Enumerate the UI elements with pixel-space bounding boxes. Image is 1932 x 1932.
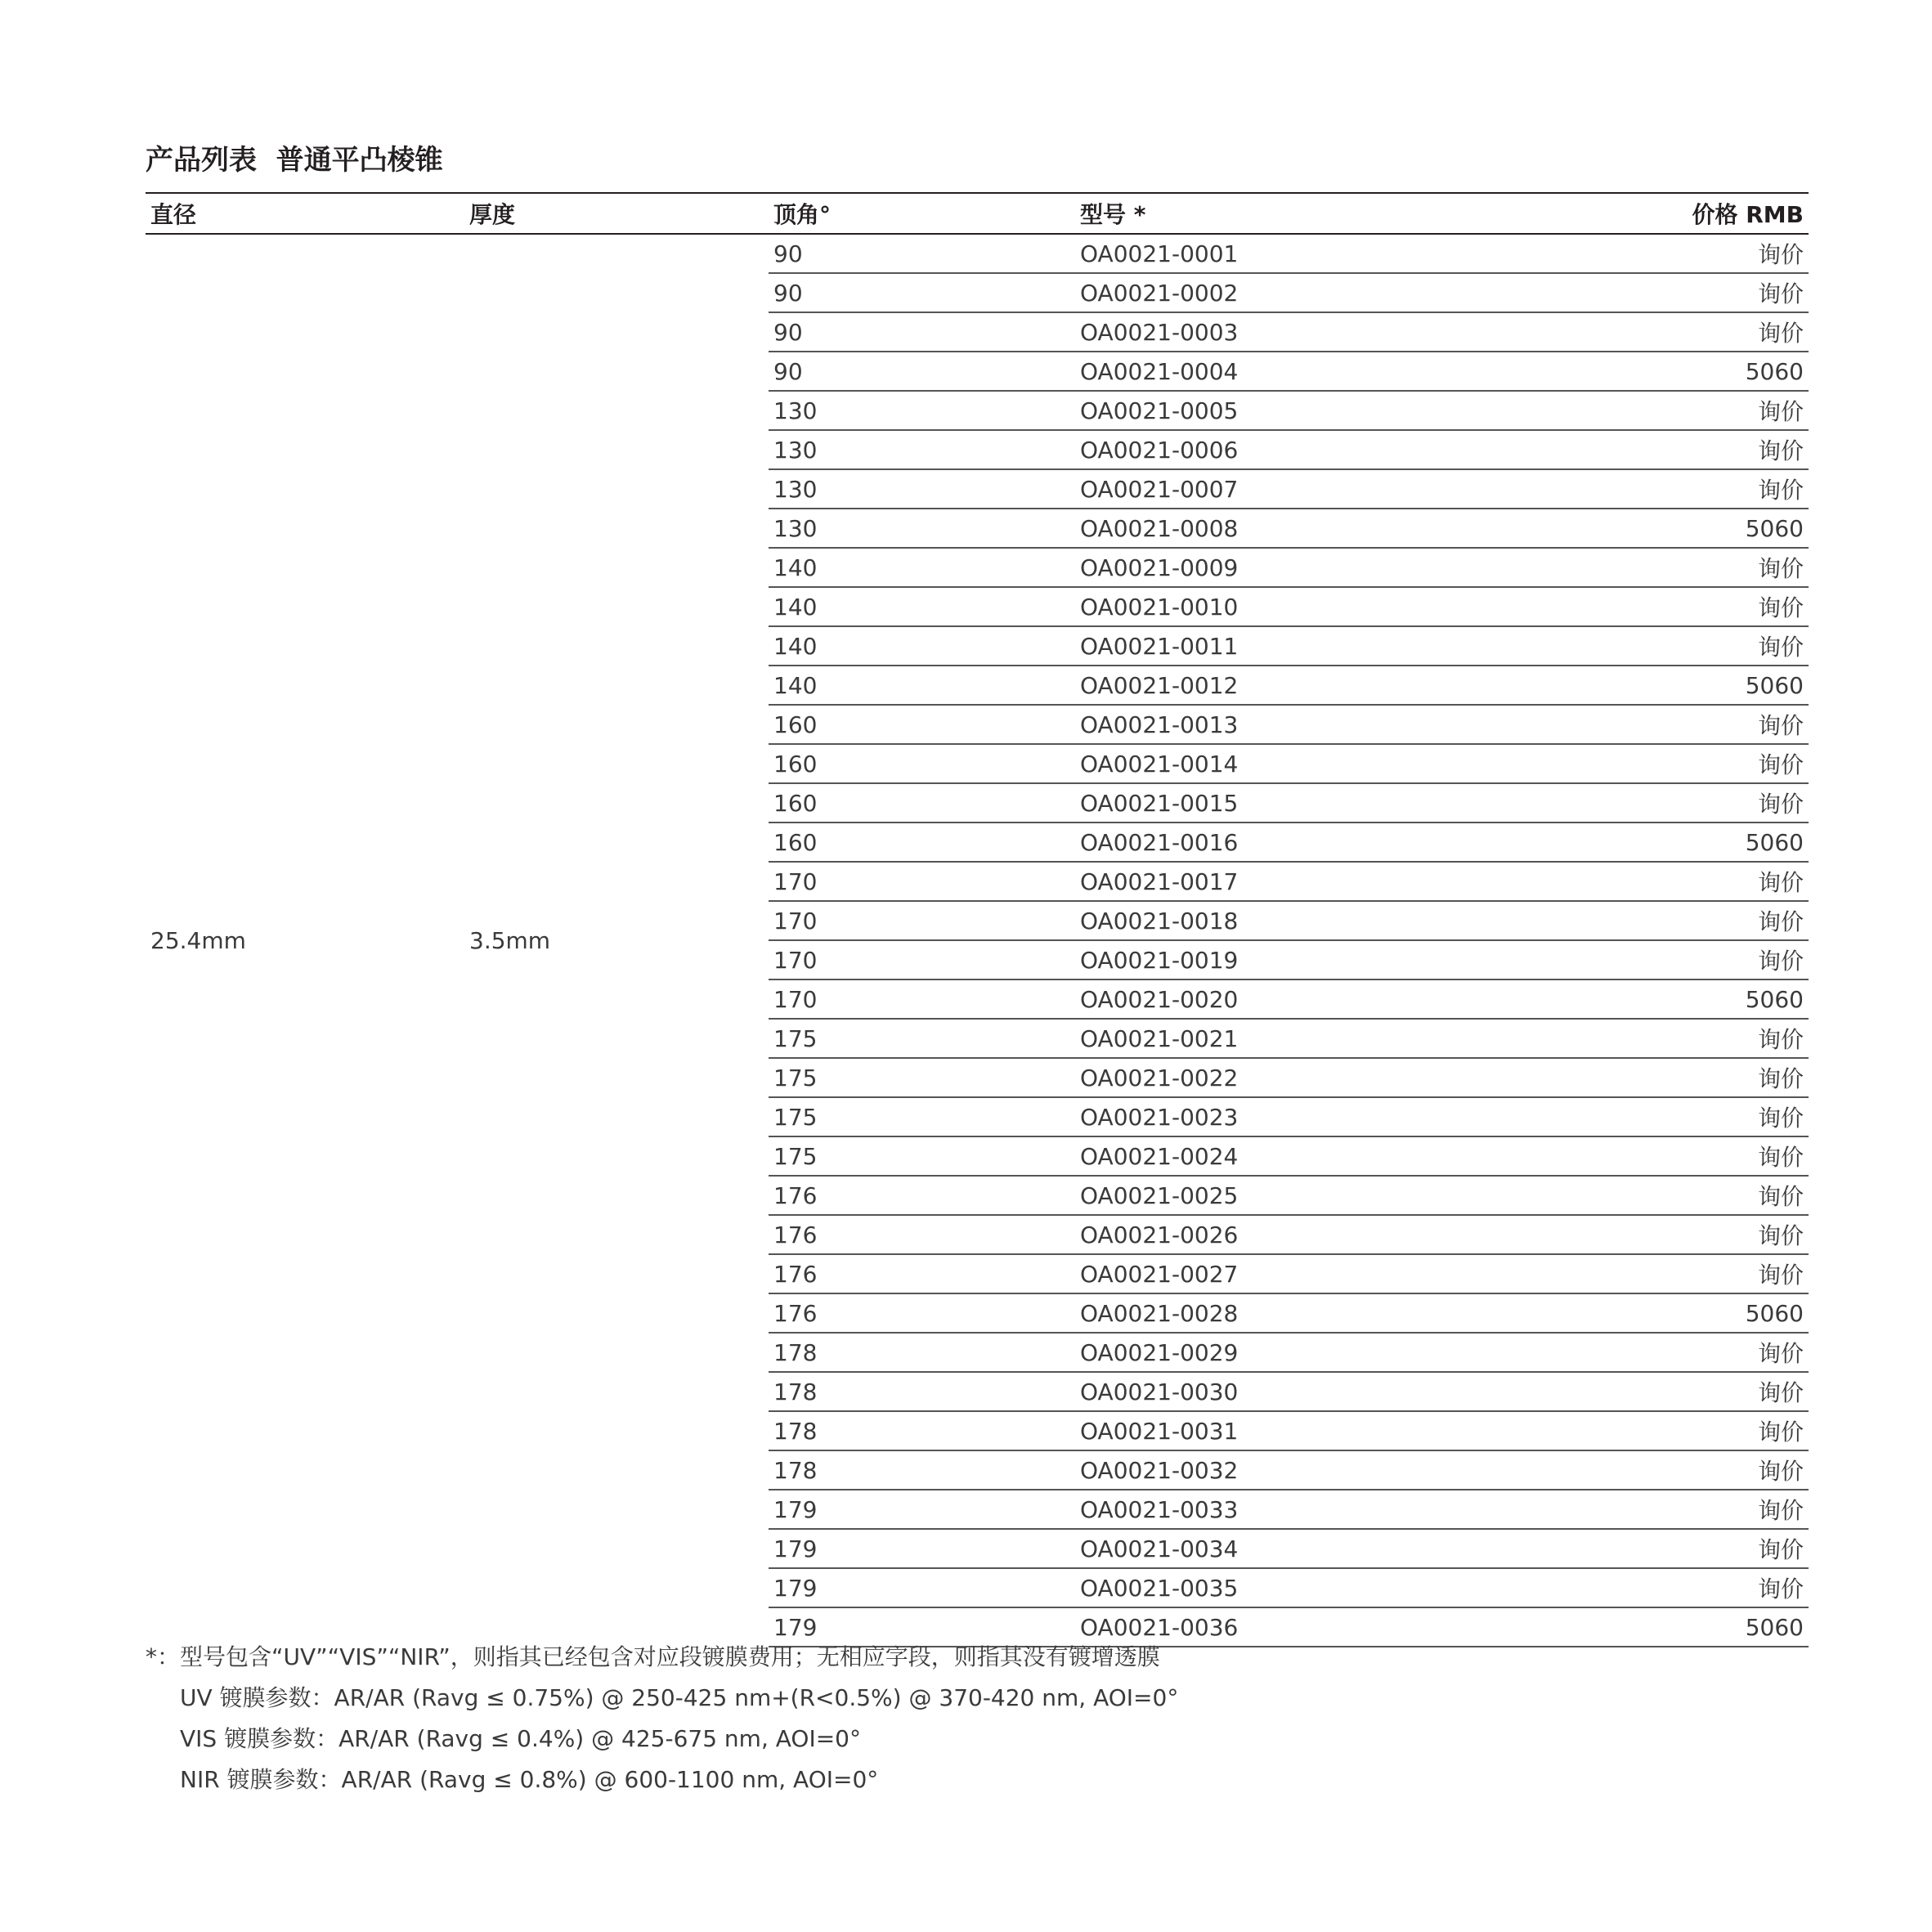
model-cell: OA0021-0035 [1075,1568,1459,1607]
price-cell: 询价 [1459,1529,1809,1568]
apex-angle-cell: 179 [769,1607,1075,1647]
model-cell: OA0021-0029 [1075,1333,1459,1372]
model-cell: OA0021-0034 [1075,1529,1459,1568]
apex-angle-cell: 175 [769,1019,1075,1058]
price-cell: 询价 [1459,940,1809,979]
model-cell: OA0021-0018 [1075,901,1459,940]
price-cell: 5060 [1459,352,1809,391]
price-cell: 询价 [1459,1372,1809,1411]
apex-angle-cell: 140 [769,666,1075,705]
model-cell: OA0021-0003 [1075,312,1459,352]
price-cell: 5060 [1459,666,1809,705]
apex-angle-cell: 130 [769,509,1075,548]
table-body [146,234,1809,1647]
price-cell: 询价 [1459,1176,1809,1215]
table-header-row [146,193,1809,234]
model-cell: OA0021-0032 [1075,1450,1459,1490]
model-cell: OA0021-0004 [1075,352,1459,391]
model-cell: OA0021-0022 [1075,1058,1459,1097]
model-cell: OA0021-0013 [1075,705,1459,744]
model-cell: OA0021-0010 [1075,587,1459,626]
header-diameter: 直径 [146,193,464,234]
apex-angle-cell: 176 [769,1215,1075,1254]
apex-angle-cell: 140 [769,626,1075,666]
price-cell: 询价 [1459,430,1809,469]
model-cell: OA0021-0014 [1075,744,1459,783]
model-cell: OA0021-0028 [1075,1293,1459,1333]
product-table [146,192,1809,1647]
price-cell: 询价 [1459,469,1809,509]
model-cell: OA0021-0009 [1075,548,1459,587]
vis-coating-note: VIS 镀膜参数：AR/AR (Ravg ≤ 0.4%) @ 425-675 nm, AOI=0° [180,1725,861,1752]
apex-angle-cell: 170 [769,979,1075,1019]
header-model: 型号 * [1075,193,1459,234]
price-cell: 询价 [1459,1215,1809,1254]
model-cell: OA0021-0016 [1075,823,1459,862]
model-cell: OA0021-0007 [1075,469,1459,509]
model-cell: OA0021-0012 [1075,666,1459,705]
model-cell: OA0021-0006 [1075,430,1459,469]
header-thickness: 厚度 [464,193,769,234]
model-cell: OA0021-0027 [1075,1254,1459,1293]
apex-angle-cell: 175 [769,1097,1075,1136]
price-cell: 5060 [1459,823,1809,862]
nir-coating-note: NIR 镀膜参数：AR/AR (Ravg ≤ 0.8%) @ 600-1100 nm, AOI=0° [180,1766,879,1793]
apex-angle-cell: 170 [769,862,1075,901]
price-cell: 询价 [1459,862,1809,901]
apex-angle-cell: 160 [769,705,1075,744]
model-cell: OA0021-0002 [1075,273,1459,312]
model-cell: OA0021-0024 [1075,1136,1459,1176]
price-cell: 询价 [1459,234,1809,273]
apex-angle-cell: 178 [769,1411,1075,1450]
price-cell: 询价 [1459,548,1809,587]
apex-angle-cell: 90 [769,234,1075,273]
price-cell: 询价 [1459,312,1809,352]
model-cell: OA0021-0033 [1075,1490,1459,1529]
apex-angle-cell: 90 [769,273,1075,312]
apex-angle-cell: 130 [769,469,1075,509]
price-cell: 询价 [1459,626,1809,666]
price-cell: 5060 [1459,1607,1809,1647]
price-cell: 询价 [1459,744,1809,783]
price-cell: 询价 [1459,1411,1809,1450]
model-cell: OA0021-0001 [1075,234,1459,273]
model-cell: OA0021-0019 [1075,940,1459,979]
price-cell: 询价 [1459,1019,1809,1058]
price-cell: 询价 [1459,901,1809,940]
model-cell: OA0021-0023 [1075,1097,1459,1136]
apex-angle-cell: 160 [769,823,1075,862]
notes-section [146,1637,1178,1800]
price-cell: 询价 [1459,1490,1809,1529]
model-cell: OA0021-0011 [1075,626,1459,666]
apex-angle-cell: 130 [769,430,1075,469]
price-cell: 询价 [1459,783,1809,823]
price-cell: 询价 [1459,587,1809,626]
price-cell: 询价 [1459,1097,1809,1136]
model-cell: OA0021-0026 [1075,1215,1459,1254]
price-cell: 5060 [1459,1293,1809,1333]
model-cell: OA0021-0017 [1075,862,1459,901]
apex-angle-cell: 140 [769,548,1075,587]
apex-angle-cell: 140 [769,587,1075,626]
apex-angle-cell: 170 [769,940,1075,979]
price-cell: 询价 [1459,1333,1809,1372]
diameter-cell: 25.4mm [150,927,246,954]
price-cell: 询价 [1459,705,1809,744]
apex-angle-cell: 175 [769,1058,1075,1097]
model-cell: OA0021-0021 [1075,1019,1459,1058]
price-cell: 询价 [1459,1136,1809,1176]
price-cell: 询价 [1459,1568,1809,1607]
apex-angle-cell: 178 [769,1333,1075,1372]
model-cell: OA0021-0008 [1075,509,1459,548]
model-cell: OA0021-0015 [1075,783,1459,823]
model-cell: OA0021-0031 [1075,1411,1459,1450]
apex-angle-cell: 90 [769,312,1075,352]
header-apex-angle: 顶角° [769,193,1075,234]
price-cell: 询价 [1459,273,1809,312]
apex-angle-cell: 176 [769,1293,1075,1333]
model-cell: OA0021-0020 [1075,979,1459,1019]
model-cell: OA0021-0030 [1075,1372,1459,1411]
model-cell: OA0021-0025 [1075,1176,1459,1215]
table-row [146,234,1809,273]
apex-angle-cell: 179 [769,1568,1075,1607]
model-cell: OA0021-0036 [1075,1607,1459,1647]
apex-angle-cell: 176 [769,1176,1075,1215]
thickness-cell: 3.5mm [469,927,551,954]
apex-angle-cell: 176 [769,1254,1075,1293]
price-cell: 询价 [1459,1254,1809,1293]
price-cell: 询价 [1459,1058,1809,1097]
apex-angle-cell: 160 [769,744,1075,783]
price-cell: 询价 [1459,1450,1809,1490]
apex-angle-cell: 130 [769,391,1075,430]
apex-angle-cell: 178 [769,1372,1075,1411]
model-cell: OA0021-0005 [1075,391,1459,430]
uv-coating-note: UV 镀膜参数：AR/AR (Ravg ≤ 0.75%) @ 250-425 nm+(R<0.5%) @ 370-420 nm, AOI=0° [180,1684,1179,1711]
apex-angle-cell: 170 [769,901,1075,940]
apex-angle-cell: 179 [769,1529,1075,1568]
price-cell: 询价 [1459,391,1809,430]
apex-angle-cell: 175 [769,1136,1075,1176]
page-title: 产品列表 普通平凸棱锥 [146,144,443,177]
apex-angle-cell: 90 [769,352,1075,391]
apex-angle-cell: 160 [769,783,1075,823]
price-cell: 5060 [1459,509,1809,548]
apex-angle-cell: 179 [769,1490,1075,1529]
apex-angle-cell: 178 [769,1450,1075,1490]
header-price: 价格 RMB [1459,193,1809,234]
footnote: *：型号包含“UV”“VIS”“NIR”，则指其已经包含对应段镀膜费用；无相应字段，则指其没有镀增透膜 [146,1643,1160,1670]
price-cell: 5060 [1459,979,1809,1019]
